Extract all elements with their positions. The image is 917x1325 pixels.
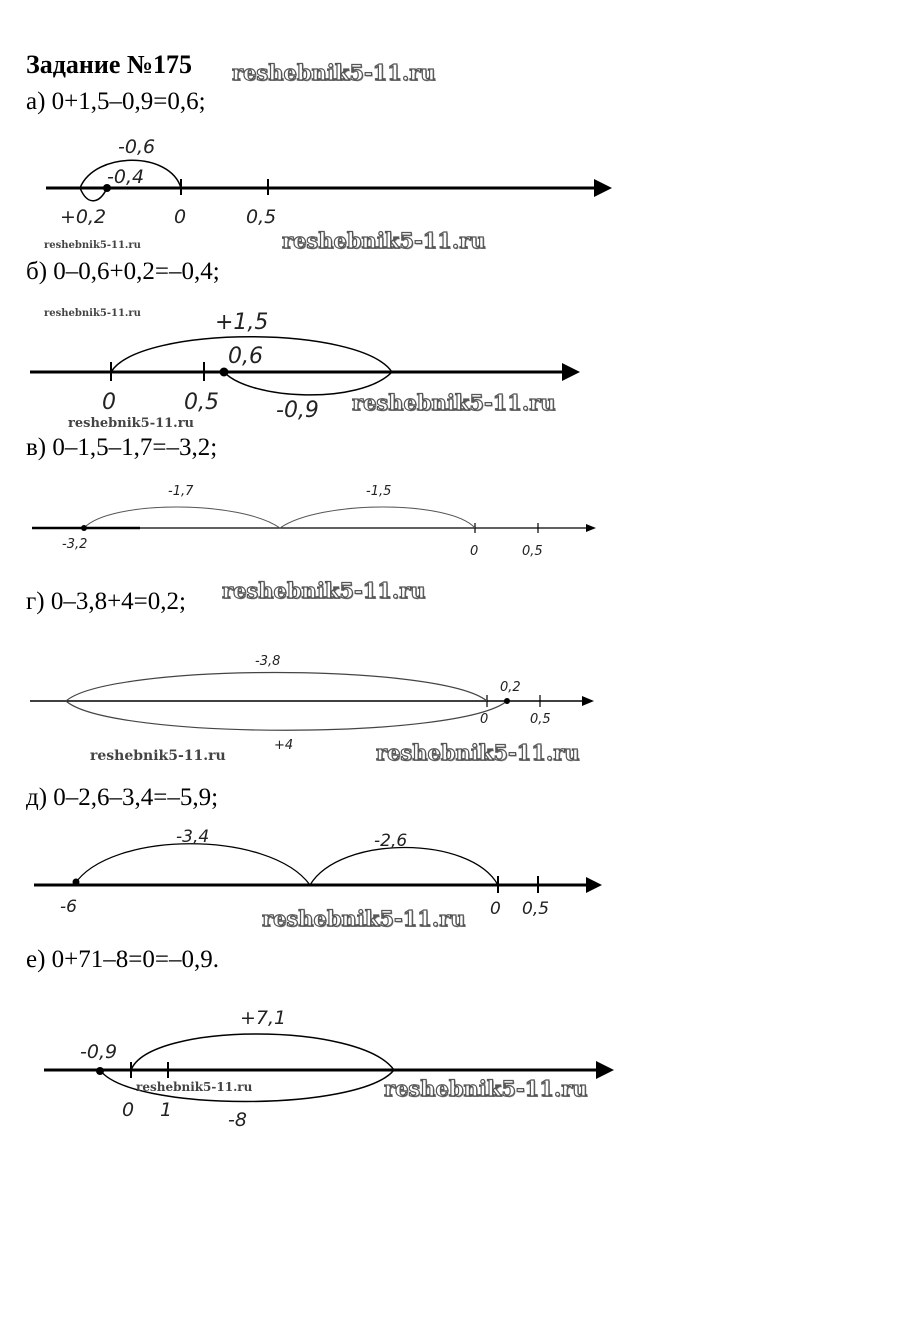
item-a-equation: а) 0+1,5–0,9=0,6;	[26, 88, 206, 115]
label-v-3: 0	[470, 544, 479, 559]
label-v-1: -1,5	[366, 484, 392, 499]
label-d-2: -6	[60, 897, 77, 917]
watermark: reshebnik5-11.ru	[282, 228, 486, 253]
task-title: Задание №175	[26, 50, 193, 79]
label-d-1: -2,6	[374, 831, 408, 851]
number-line-v	[0, 475, 917, 565]
number-line-g	[0, 645, 917, 755]
label-a-3: 0	[174, 206, 187, 228]
number-line-d	[0, 820, 917, 920]
label-d-3: 0	[490, 899, 501, 919]
label-e-2: 0	[122, 1099, 135, 1121]
label-g-0: -3,8	[255, 654, 281, 669]
label-b-0: +1,5	[215, 310, 269, 335]
label-d-0: -3,4	[176, 827, 210, 847]
watermark-small: reshebnik5-11.ru	[68, 416, 195, 431]
label-v-4: 0,5	[522, 544, 543, 559]
item-v-equation: в) 0–1,5–1,7=–3,2;	[26, 434, 218, 461]
watermark-small: reshebnik5-11.ru	[44, 308, 141, 319]
label-e-1: -0,9	[80, 1041, 118, 1063]
watermark-small: reshebnik5-11.ru	[136, 1080, 253, 1094]
item-e-equation: е) 0+71–8=0=–0,9.	[26, 946, 219, 973]
item-b-equation: б) 0–0,6+0,2=–0,4;	[26, 258, 220, 285]
label-b-2: 0	[102, 390, 116, 415]
item-g-equation: г) 0–3,8+4=0,2;	[26, 588, 186, 615]
watermark: reshebnik5-11.ru	[376, 740, 580, 765]
label-a-2: +0,2	[60, 206, 107, 228]
watermark-small: reshebnik5-11.ru	[90, 748, 226, 764]
label-v-0: -1,7	[168, 484, 194, 499]
label-e-3: 1	[160, 1099, 173, 1121]
number-line-e	[0, 1002, 917, 1132]
watermark: reshebnik5-11.ru	[352, 390, 556, 415]
label-e-0: +7,1	[240, 1007, 287, 1029]
watermark: reshebnik5-11.ru	[222, 578, 426, 603]
label-g-3: 0,5	[530, 712, 551, 727]
label-b-1: 0,6	[228, 344, 263, 369]
label-a-1: -0,4	[107, 166, 145, 188]
watermark-small: reshebnik5-11.ru	[44, 240, 141, 251]
label-g-2: 0	[480, 712, 489, 727]
label-a-0: -0,6	[118, 136, 156, 158]
number-line-a	[0, 125, 917, 235]
label-v-2: -3,2	[62, 537, 88, 552]
watermark: reshebnik5-11.ru	[384, 1076, 588, 1101]
label-e-4: -8	[228, 1109, 247, 1131]
label-g-4: +4	[274, 738, 294, 753]
label-b-3: 0,5	[184, 390, 219, 415]
label-g-1: 0,2	[500, 680, 521, 695]
label-b-4: -0,9	[276, 398, 319, 423]
label-d-4: 0,5	[522, 899, 550, 919]
watermark: reshebnik5-11.ru	[262, 906, 466, 931]
watermark: reshebnik5-11.ru	[232, 60, 436, 85]
label-a-4: 0,5	[246, 206, 277, 228]
item-d-equation: д) 0–2,6–3,4=–5,9;	[26, 784, 219, 811]
